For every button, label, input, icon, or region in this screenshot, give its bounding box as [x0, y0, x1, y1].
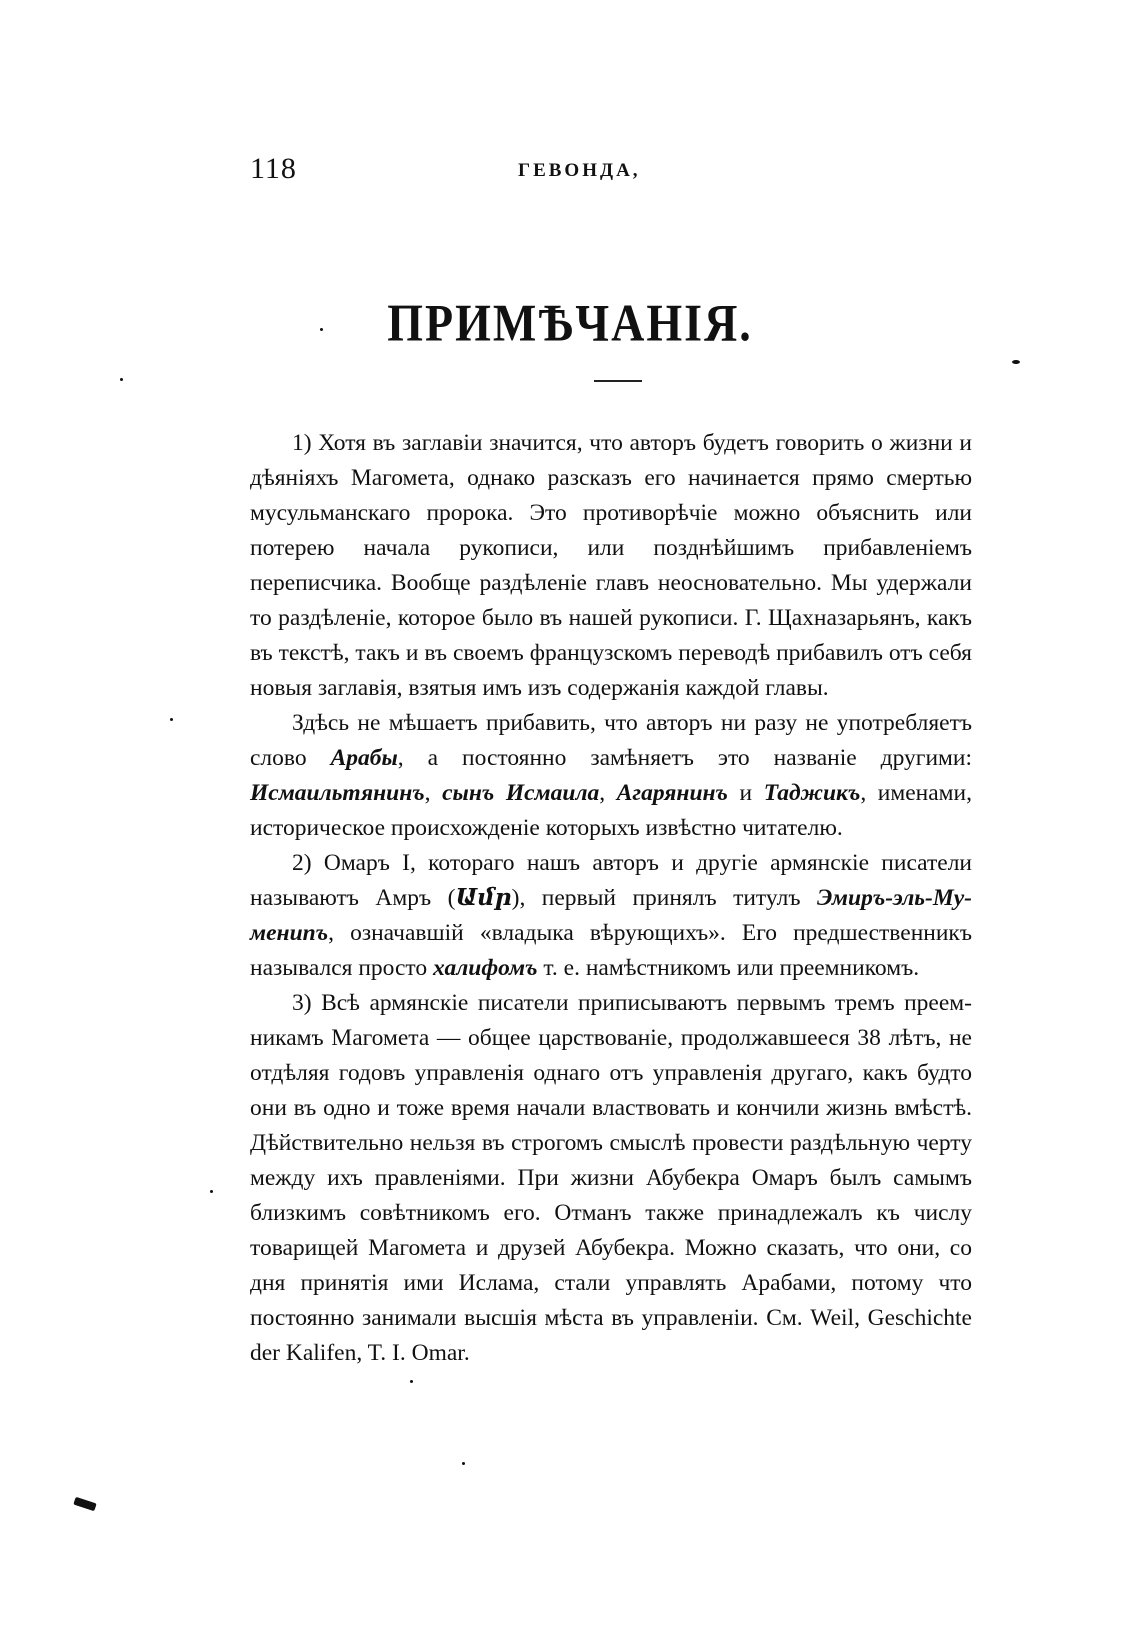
- notes-body: [250, 426, 972, 1371]
- note-1b-sep-1: ,: [424, 780, 443, 806]
- note-1-text: 1) Хотя въ заглавіи значится, что авторъ будетъ говорить о жизни и дѣяніяхъ Магомета, однако разсказъ его начинается прямо смертью мусульманскаго пророка. Это противорѣчіе можно объяснить или потерею начала рукописи, или позднѣйшимъ прибавленіемъ переписчика. Вообще раздѣленіе главъ неосновательно. Мы удержали то раздѣленіе, которое было въ нашей рукописи. Г. Щахназарьянъ, какъ въ текстѣ, такъ и въ своемъ французскомъ переводѣ прибавилъ отъ себя новыя заглавія, взятыя имъ изъ содержанія каждой главы.: [250, 430, 972, 701]
- note-2-text-mid: ), первый принялъ титулъ: [511, 885, 817, 911]
- term-emir-el-muminin: Эмиръ-эль-Мумениnъ: [250, 885, 972, 946]
- print-speck: [120, 378, 123, 381]
- section-title: ПРИМѢЧАНІЯ.: [387, 293, 753, 352]
- note-1b-sep-2: ,: [599, 780, 617, 806]
- page-header: [250, 152, 970, 192]
- note-1-continuation: [250, 706, 972, 846]
- note-2-text-start: 2) Омаръ I, котораго нашъ авторъ и другіе армянскіе писатели называютъ Амръ (: [250, 850, 972, 911]
- print-speck: [462, 1462, 465, 1465]
- note-1b-text-mid: , а постоянно замѣняетъ это названіе другими:: [397, 745, 973, 771]
- print-speck: [210, 1190, 213, 1193]
- print-speck: [1012, 360, 1020, 364]
- note-2-text-mid2: , означавшій «владыка вѣрующихъ». Его предшественникъ назывался просто: [250, 920, 972, 981]
- note-1b-text-start: Здѣсь не мѣшаетъ прибавить, что авторъ ни разу не употребляетъ слово: [250, 710, 972, 771]
- note-1b-and: и: [727, 780, 764, 806]
- term-son-of-ismail: сынъ Исмаила: [442, 780, 600, 806]
- armenian-name-amr: Ամր: [455, 885, 512, 911]
- term-arabs: Арабы: [330, 745, 398, 771]
- note-1: [250, 426, 972, 706]
- term-khalif: халифомъ: [433, 955, 538, 981]
- note-3-reference: См. Weil, Geschichte der Kalifen, T. I. Omar.: [250, 1305, 972, 1366]
- page-number: 118: [250, 152, 297, 185]
- note-2: [250, 846, 972, 986]
- print-speck: [170, 718, 173, 721]
- print-speck: [410, 1380, 413, 1383]
- print-speck: [73, 1497, 96, 1511]
- running-title: ГЕВОНДА,: [518, 160, 641, 181]
- note-1b-text-end: , именами, историческое происхожденіе которыхъ извѣстно читателю.: [250, 780, 973, 841]
- term-ismailtyanin: Исмаильтянинъ: [250, 780, 425, 806]
- term-agaryanin: Агарянинъ: [616, 780, 728, 806]
- note-3-text: 3) Всѣ армянскіе писатели приписываютъ первымъ тремъ преемникамъ Магомета — общее царствованіе, продолжавшееся 38 лѣтъ, не отдѣляя годовъ управленія однаго отъ управленія другаго, какъ будто они въ одно и тоже время начали властвовать и кончили жизнь вмѣстѣ. Дѣйствительно нельзя въ строгомъ смыслѣ провести раздѣльную черту между ихъ правленіями. При жизни Абубекра Омаръ былъ самымъ близкимъ совѣтникомъ его. Отманъ также принадлежалъ къ числу товарищей Магомета и друзей Абубекра. Можно сказать, что они, со дня принятія ими Ислама, стали управлять Арабами, потому что постоянно занимали высшія мѣста въ управленіи.: [250, 990, 972, 1331]
- term-tadjik: Таджикъ: [763, 780, 861, 806]
- title-divider: [594, 380, 642, 382]
- print-speck: [320, 328, 323, 331]
- note-2-text-end: т. е. намѣстникомъ или преемникомъ.: [537, 955, 920, 981]
- note-3: [250, 986, 972, 1371]
